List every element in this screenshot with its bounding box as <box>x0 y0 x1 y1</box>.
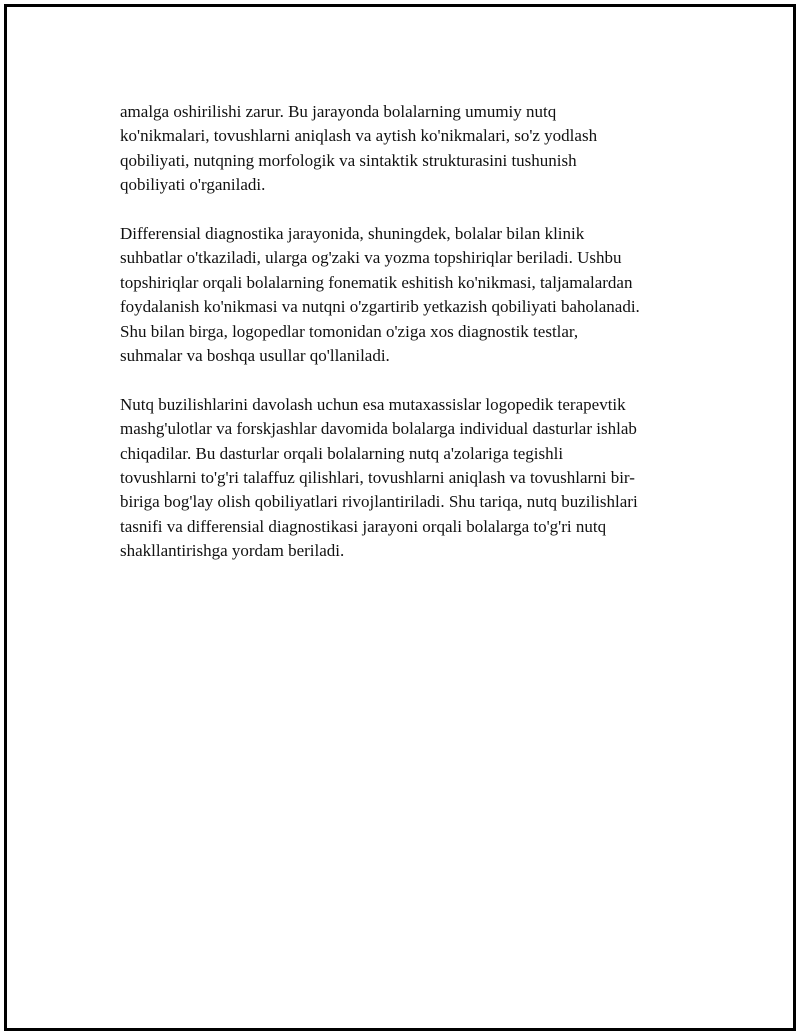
document-body <box>120 100 700 588</box>
text-line: qobiliyati o'rganiladi. <box>120 175 266 195</box>
paragraph-2 <box>120 222 700 368</box>
text-line: topshiriqlar orqali bolalarning fonematik eshitish ko'nikmasi, taljamalardan <box>120 272 633 292</box>
page-frame <box>4 4 796 1031</box>
text-line: ko'nikmalari, tovushlarni aniqlash va aytish ko'nikmalari, so'z yodlash <box>120 126 598 146</box>
text-line: chiqadilar. Bu dasturlar orqali bolalarning nutq a'zolariga tegishli <box>120 443 564 463</box>
text-line: Nutq buzilishlarini davolash uchun esa mutaxassislar logopedik terapevtik <box>120 394 626 414</box>
text-line: amalga oshirilishi zarur. Bu jarayonda bolalarning umumiy nutq <box>120 102 557 121</box>
text-line: suhbatlar o'tkaziladi, ularga og'zaki va yozma topshiriqlar beriladi. Ushbu <box>120 248 622 268</box>
text-line: shakllantirishga yordam beriladi. <box>120 541 345 561</box>
text-line: Differensial diagnostika jarayonida, shuningdek, bolalar bilan klinik <box>120 224 585 244</box>
text-line: tovushlarni to'g'ri talaffuz qilishlari, tovushlarni aniqlash va tovushlarni bir- <box>120 468 635 488</box>
text-line: mashg'ulotlar va forskjashlar davomida bolalarga individual dasturlar ishlab <box>120 419 637 439</box>
paragraph-1 <box>120 100 700 198</box>
text-line: biriga bog'lay olish qobiliyatlari rivojlantiriladi. Shu tariqa, nutq buzilishlari <box>120 492 638 512</box>
text-line: Shu bilan birga, logopedlar tomonidan o'ziga xos diagnostik testlar, <box>120 321 579 341</box>
text-line: tasnifi va differensial diagnostikasi jarayoni orqali bolalarga to'g'ri nutq <box>120 516 607 536</box>
paragraph-3 <box>120 393 700 564</box>
text-line: suhmalar va boshqa usullar qo'llaniladi. <box>120 346 390 366</box>
text-line: foydalanish ko'nikmasi va nutqni o'zgartirib yetkazish qobiliyati baholanadi. <box>120 297 640 317</box>
text-line: qobiliyati, nutqning morfologik va sintaktik strukturasini tushunish <box>120 150 577 170</box>
